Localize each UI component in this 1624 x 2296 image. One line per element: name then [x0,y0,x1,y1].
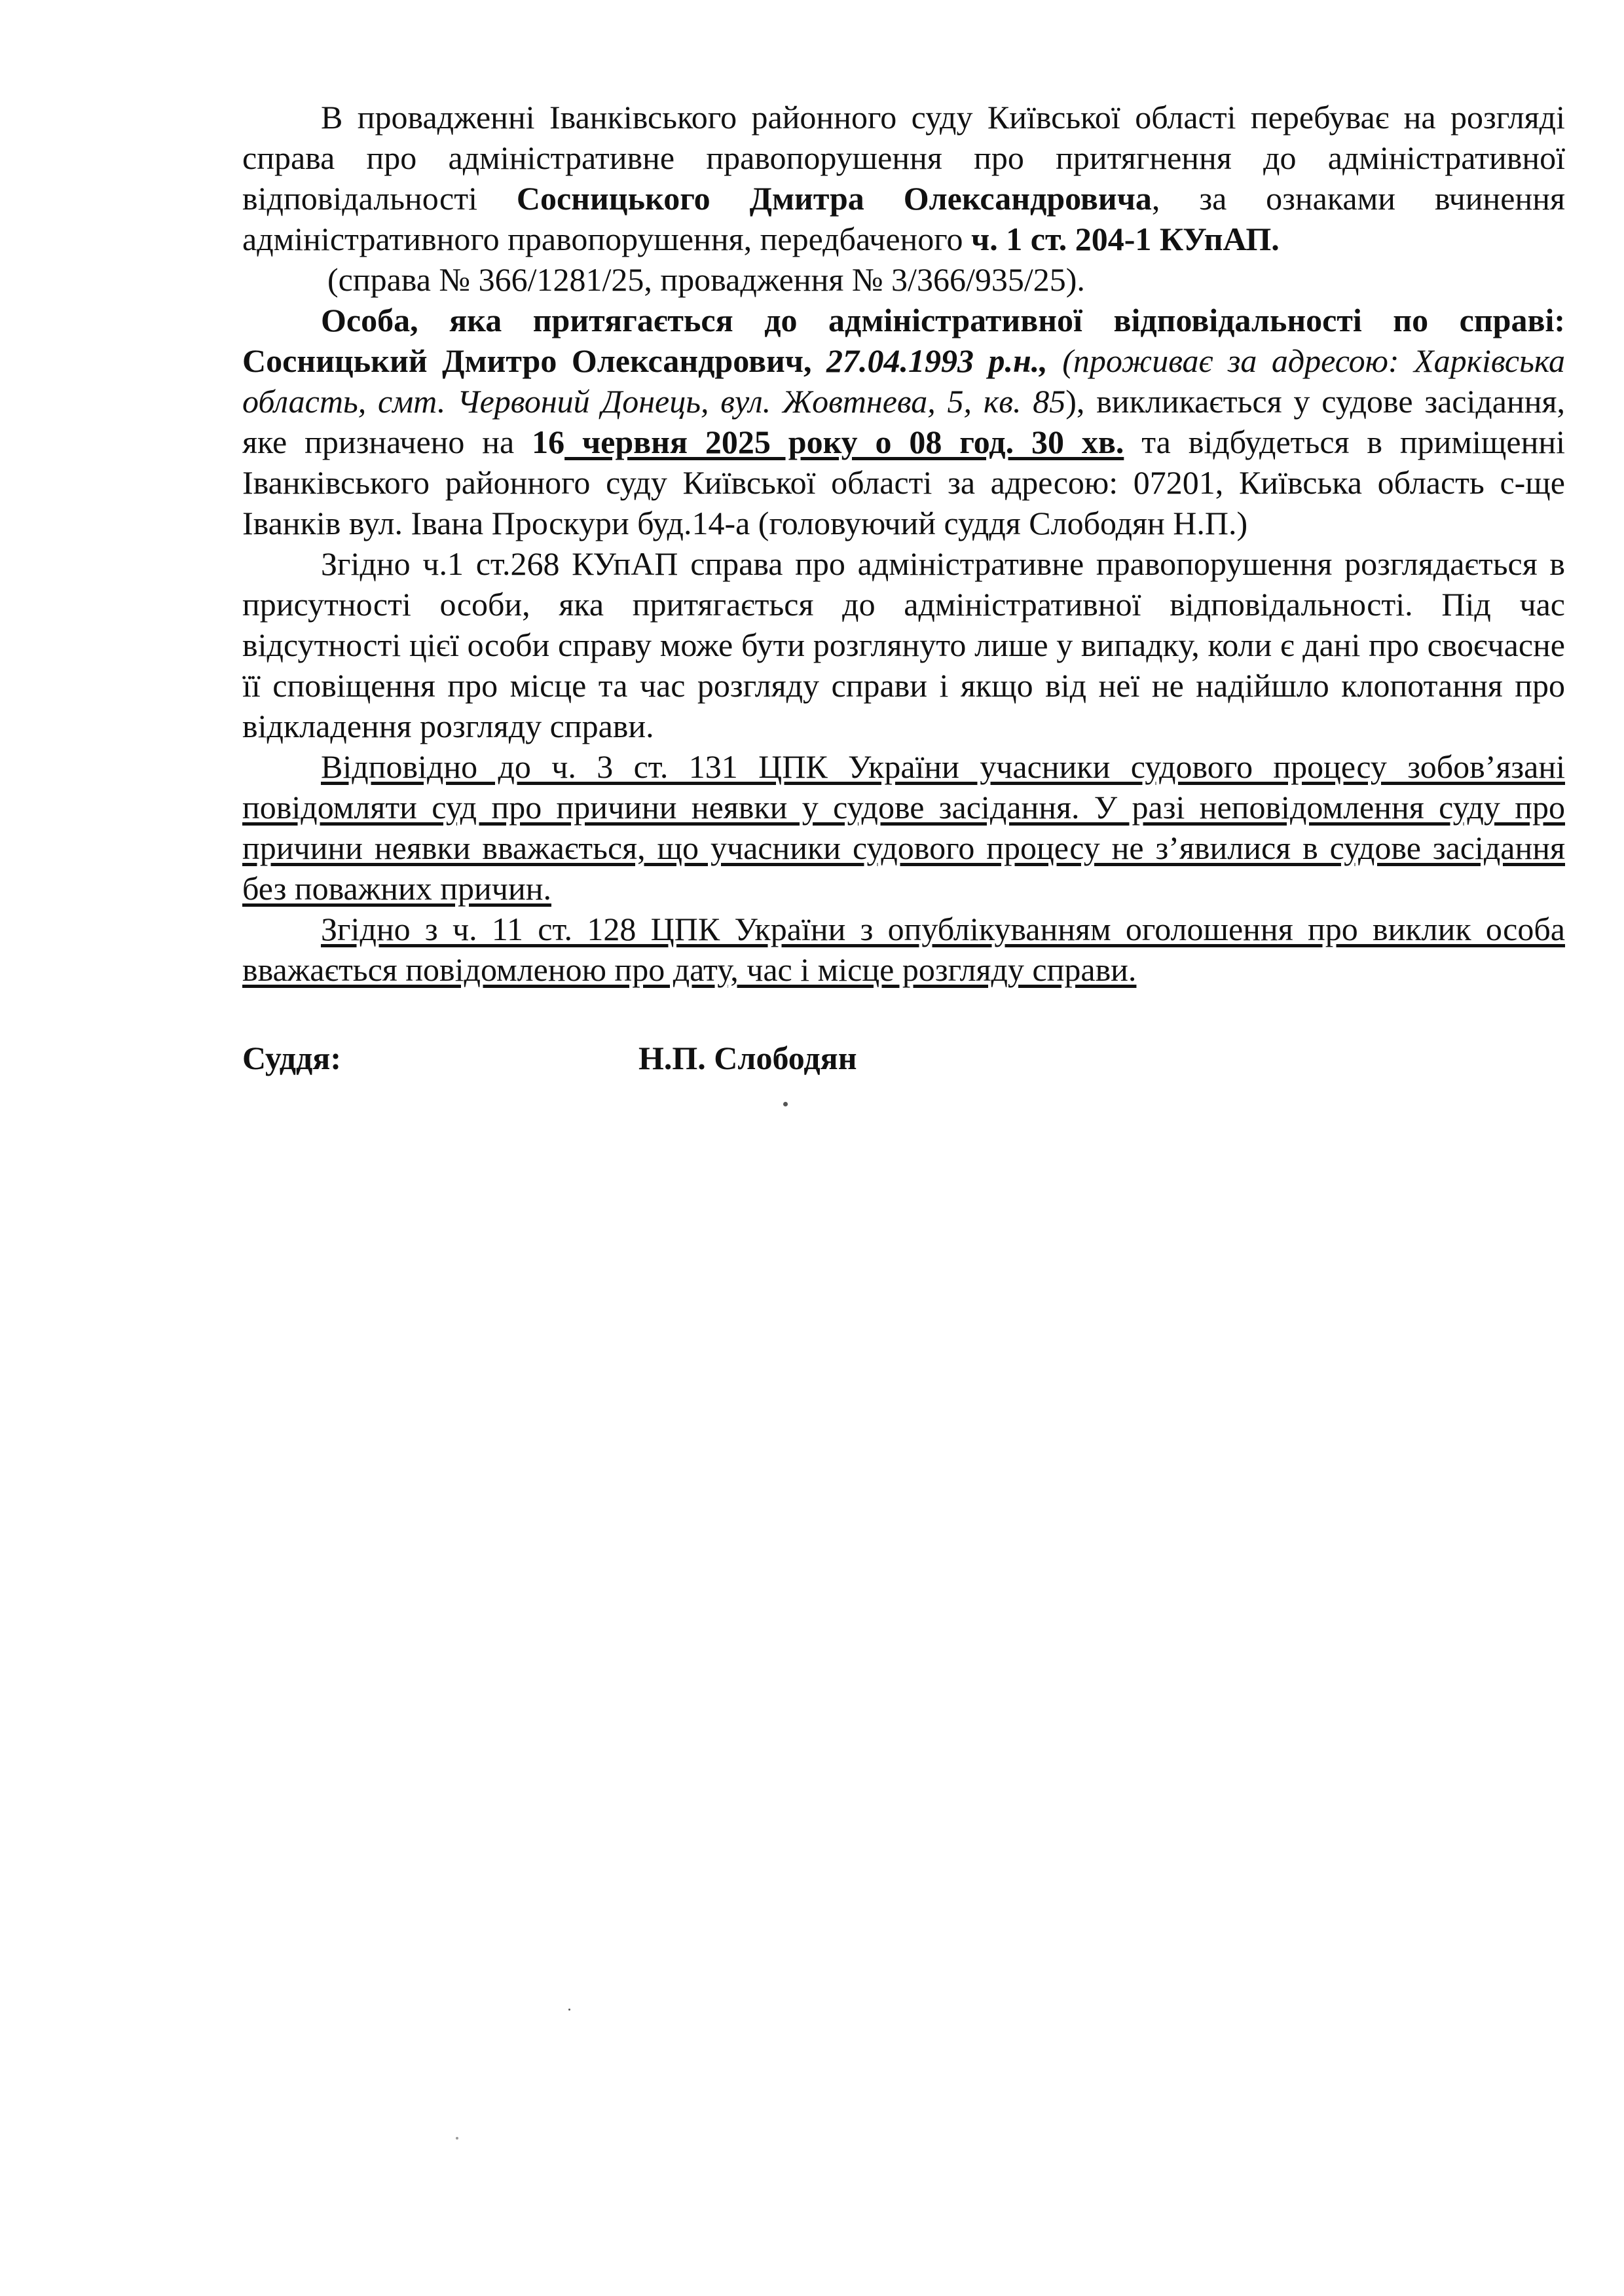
paragraph-article-128 [242,909,1565,990]
paragraph-text: та відбудеться в приміщенні Іванківського районного суду Київської області за адресою: 07201, Київська область с-ще Іванків вул. Івана Проскури буд.14-а (головуючий суддя Слободян Н.П.) [242,424,1566,541]
paragraph-summons [242,300,1565,543]
case-number-line: (справа № 366/1281/25, провадження № 3/366/935/25). [327,261,1085,298]
paragraph-article-131 [242,746,1565,909]
paragraph-article-268: Згідно ч.1 ст.268 КУпАП справа про адміністративне правопорушення розглядається в присутності особи, яка притягається до адміністративної відповідальності. Під час відсутності цієї особи справу може бути розглянуто лише у випадку, коли є дані про своєчасне її сповіщення про місце та час розгляду справи і якщо від неї не надійшло клопотання про відкладення розгляду справи. [242,545,1565,744]
underlined-text: Відповідно до ч. 3 ст. 131 ЦПК України учасники судового процесу зобов’язані повідомляти суд про причини неявки у судове засідання. У разі неповідомлення суду про причини неявки вважається, що учасники судового процесу не з’явилися в судове засідання без поважних причин. [242,748,1565,907]
paragraph-text: ), викликається у судове засідання, яке призначено на [242,383,1566,460]
paragraph-text: В провадженні Іванківського районного суду Київської області перебуває на розгляді справа про адміністративне правопорушення про притягнення до адміністративної відповідальності [242,99,1565,217]
date-of-birth: 27.04.1993 р.н., [826,342,1048,379]
paragraph-text: , за ознаками вчинення адміністративного правопорушення, передбаченого [242,180,1565,257]
document-body [242,97,1565,990]
hearing-datetime: червня 2025 року о 08 год. 30 хв. [564,424,1124,460]
defendant-heading: Особа, яка притягається до адміністративної відповідальності по справі: Сосницький Дмитро Олександрович, [242,302,1565,379]
scan-speck [568,2009,570,2011]
signature-label: Суддя: [242,1040,342,1076]
space [1048,342,1063,379]
underlined-text: Згідно з ч. 11 ст. 128 ЦПК України з опублікуванням оголошення про виклик особа вважається повідомленою про дату, час і місце розгляду справи. [242,911,1565,988]
defendant-address: (проживає за адресою: Харківська область, смт. Червоний Донець, вул. Жовтнева, 5, кв. 85 [242,342,1565,420]
scan-speck [456,2137,458,2140]
defendant-name-genitive: Сосницького Дмитра Олександровича [516,180,1152,217]
law-article: ч. 1 ст. 204-1 КУпАП. [971,221,1280,257]
judge-name: Н.П. Слободян [638,1040,857,1076]
paragraph-proceedings [242,97,1565,259]
scan-speck [783,1102,788,1106]
hearing-day: 16 [532,424,565,460]
